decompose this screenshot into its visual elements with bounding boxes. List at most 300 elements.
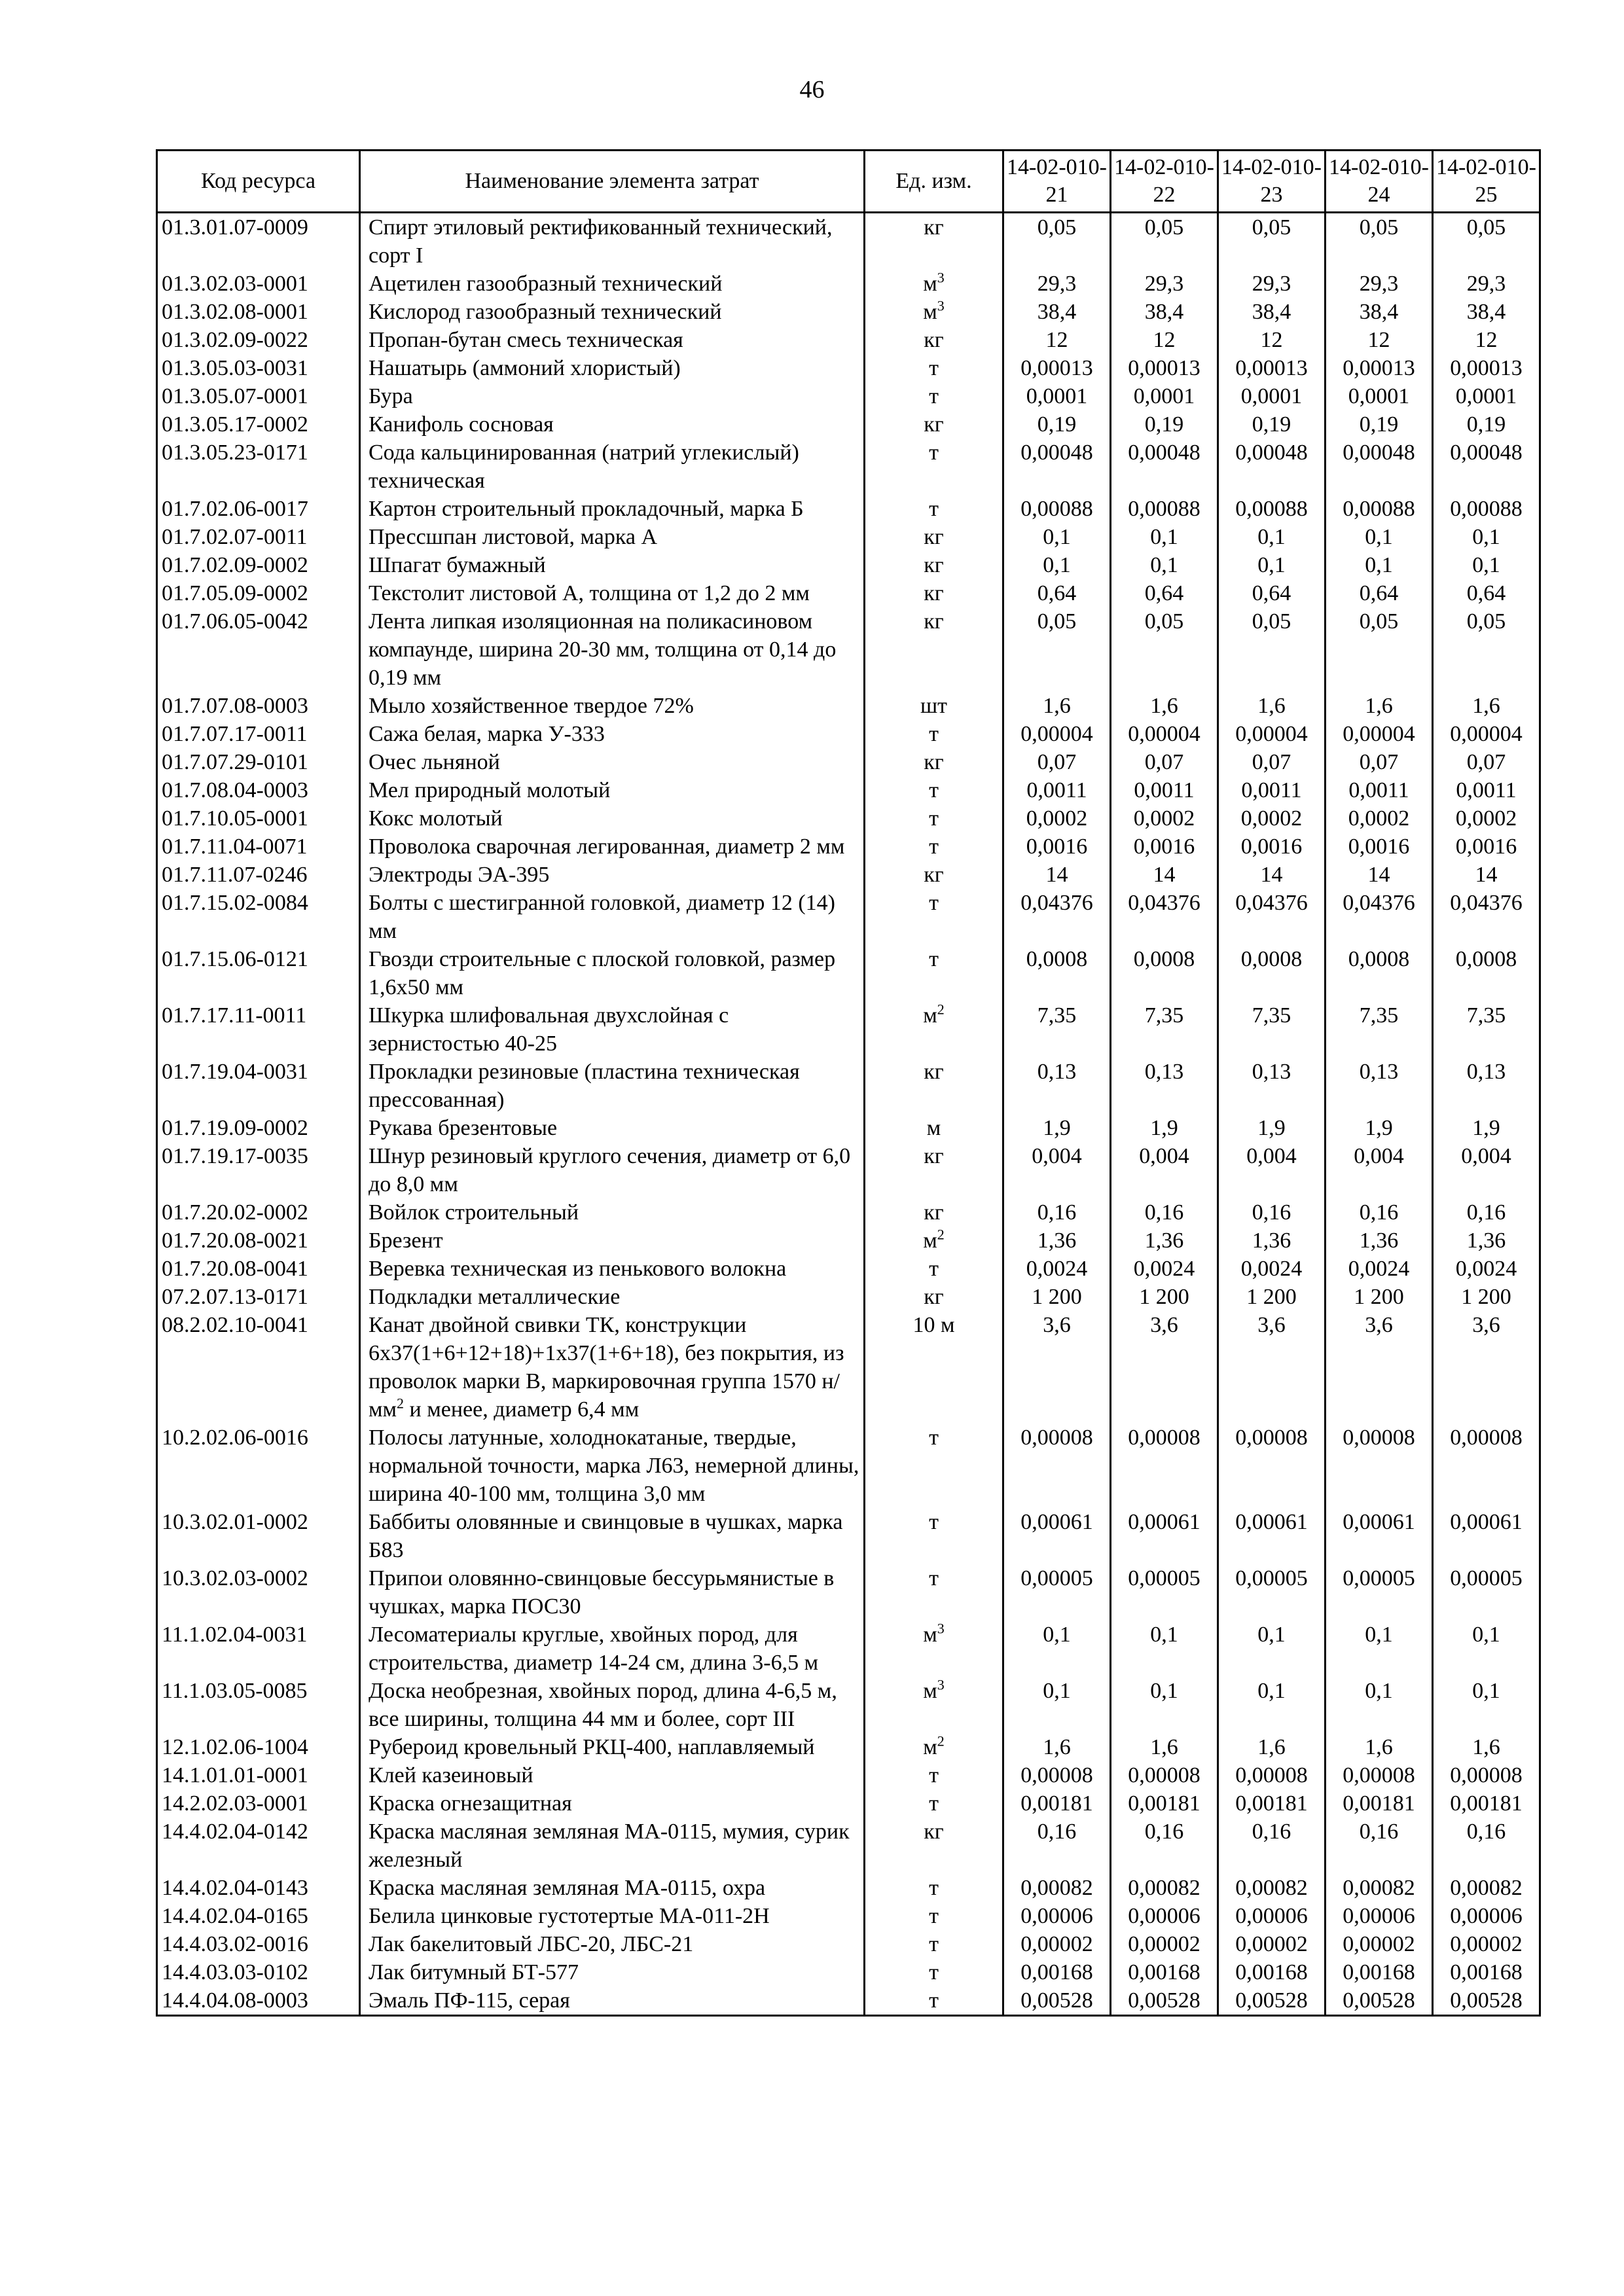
header-col-23: 14-02-010-23 [1218, 151, 1326, 213]
unit-cell: т [865, 354, 1003, 382]
resource-name-cell: Ацетилен газообразный технический [360, 270, 865, 298]
value-cell: 12 [1433, 326, 1540, 354]
unit-cell: кг [865, 861, 1003, 889]
value-cell: 0,0001 [1218, 382, 1326, 410]
unit-cell: т [865, 945, 1003, 1001]
value-cell: 0,16 [1326, 1198, 1433, 1227]
value-cell: 0,00528 [1326, 1986, 1433, 2016]
resource-code-cell: 01.7.19.04-0031 [157, 1058, 360, 1114]
value-cell: 0,1 [1003, 1621, 1111, 1677]
value-cell: 0,1 [1111, 1621, 1218, 1677]
value-cell: 0,0002 [1218, 804, 1326, 833]
value-cell: 0,1 [1326, 1677, 1433, 1733]
value-cell: 0,00181 [1003, 1789, 1111, 1818]
value-cell: 0,0008 [1326, 945, 1433, 1001]
value-cell: 0,16 [1003, 1818, 1111, 1874]
value-cell: 0,00002 [1111, 1930, 1218, 1958]
unit-cell: т [865, 382, 1003, 410]
value-cell: 0,00528 [1433, 1986, 1540, 2016]
value-cell: 0,00008 [1003, 1761, 1111, 1789]
value-cell: 0,0002 [1433, 804, 1540, 833]
value-cell: 0,00013 [1111, 354, 1218, 382]
resource-code-cell: 01.7.17.11-0011 [157, 1001, 360, 1058]
resource-name-cell: Спирт этиловый ректификованный технический, сорт I [360, 213, 865, 270]
resource-code-cell: 01.3.05.23-0171 [157, 439, 360, 495]
value-cell: 0,0002 [1326, 804, 1433, 833]
value-cell: 1,36 [1003, 1227, 1111, 1255]
table-row [157, 1424, 1540, 1508]
header-col-21: 14-02-010-21 [1003, 151, 1111, 213]
resource-code-cell: 14.4.02.04-0165 [157, 1902, 360, 1930]
value-cell: 3,6 [1003, 1311, 1111, 1424]
value-cell: 0,00181 [1111, 1789, 1218, 1818]
value-cell: 0,0008 [1218, 945, 1326, 1001]
table-row [157, 1255, 1540, 1283]
table-row [157, 579, 1540, 607]
value-cell: 0,0011 [1218, 776, 1326, 804]
resource-code-cell: 01.7.20.08-0041 [157, 1255, 360, 1283]
value-cell: 0,00528 [1218, 1986, 1326, 2016]
value-cell: 0,00008 [1218, 1761, 1326, 1789]
table-row [157, 776, 1540, 804]
table-row [157, 523, 1540, 551]
value-cell: 0,00168 [1433, 1958, 1540, 1986]
resource-code-cell: 01.3.02.09-0022 [157, 326, 360, 354]
table-row [157, 270, 1540, 298]
unit-cell: шт [865, 692, 1003, 720]
unit-cell: т [865, 1564, 1003, 1621]
value-cell: 29,3 [1111, 270, 1218, 298]
value-cell: 38,4 [1003, 298, 1111, 326]
resource-name-cell: Лак бакелитовый ЛБС-20, ЛБС-21 [360, 1930, 865, 1958]
value-cell: 0,05 [1433, 607, 1540, 692]
table-row [157, 1227, 1540, 1255]
value-cell: 0,00168 [1003, 1958, 1111, 1986]
value-cell: 1,9 [1218, 1114, 1326, 1142]
resource-code-cell: 01.7.15.06-0121 [157, 945, 360, 1001]
value-cell: 1,36 [1111, 1227, 1218, 1255]
value-cell: 0,13 [1326, 1058, 1433, 1114]
value-cell: 0,0008 [1433, 945, 1540, 1001]
value-cell: 0,0024 [1326, 1255, 1433, 1283]
value-cell: 0,00168 [1111, 1958, 1218, 1986]
unit-cell: 10 м [865, 1311, 1003, 1424]
value-cell: 0,1 [1111, 523, 1218, 551]
unit-cell: $м^3$ [865, 270, 1003, 298]
resource-name-cell: Рукава брезентовые [360, 1114, 865, 1142]
unit-cell: т [865, 495, 1003, 523]
value-cell: 0,05 [1326, 213, 1433, 270]
resource-code-cell: 01.7.07.17-0011 [157, 720, 360, 748]
table-row [157, 1058, 1540, 1114]
resource-code-cell: 07.2.07.13-0171 [157, 1283, 360, 1311]
value-cell: 1 200 [1326, 1283, 1433, 1311]
value-cell: 0,00048 [1111, 439, 1218, 495]
value-cell: 38,4 [1433, 298, 1540, 326]
value-cell: 0,0001 [1003, 382, 1111, 410]
value-cell: 0,1 [1326, 523, 1433, 551]
resource-name-cell: Краска огнезащитная [360, 1789, 865, 1818]
value-cell: 0,19 [1003, 410, 1111, 439]
value-cell: 0,0001 [1111, 382, 1218, 410]
value-cell: 0,64 [1218, 579, 1326, 607]
unit-cell: $м^3$ [865, 1677, 1003, 1733]
resource-name-cell: Сажа белая, марка У-333 [360, 720, 865, 748]
value-cell: 0,00181 [1326, 1789, 1433, 1818]
value-cell: 1,36 [1433, 1227, 1540, 1255]
table-row [157, 1198, 1540, 1227]
value-cell: 0,07 [1218, 748, 1326, 776]
resource-code-cell: 11.1.02.04-0031 [157, 1621, 360, 1677]
resource-code-cell: 10.3.02.01-0002 [157, 1508, 360, 1564]
value-cell: 1,36 [1326, 1227, 1433, 1255]
table-row [157, 439, 1540, 495]
resource-code-cell: 14.4.03.02-0016 [157, 1930, 360, 1958]
value-cell: 0,00013 [1326, 354, 1433, 382]
value-cell: 0,00168 [1218, 1958, 1326, 1986]
unit-cell: кг [865, 1058, 1003, 1114]
value-cell: 0,00088 [1111, 495, 1218, 523]
value-cell: 0,0002 [1111, 804, 1218, 833]
resource-code-cell: 01.7.20.02-0002 [157, 1198, 360, 1227]
header-code: Код ресурса [157, 151, 360, 213]
value-cell: 1,6 [1433, 1733, 1540, 1761]
value-cell: 0,0008 [1003, 945, 1111, 1001]
unit-cell: т [865, 1902, 1003, 1930]
value-cell: 1 200 [1433, 1283, 1540, 1311]
value-cell: 0,07 [1433, 748, 1540, 776]
resource-code-cell: 01.7.02.09-0002 [157, 551, 360, 579]
value-cell: 0,00168 [1326, 1958, 1433, 1986]
resource-name-cell: Шпагат бумажный [360, 551, 865, 579]
value-cell: 0,00004 [1218, 720, 1326, 748]
unit-cell: кг [865, 1198, 1003, 1227]
value-cell: 0,13 [1218, 1058, 1326, 1114]
value-cell: 0,19 [1433, 410, 1540, 439]
header-name: Наименование элемента затрат [360, 151, 865, 213]
unit-cell: кг [865, 410, 1003, 439]
value-cell: 1,6 [1326, 692, 1433, 720]
value-cell: 0,16 [1326, 1818, 1433, 1874]
value-cell: 0,04376 [1326, 889, 1433, 945]
resource-name-cell: Баббиты оловянные и свинцовые в чушках, марка Б83 [360, 1508, 865, 1564]
value-cell: 0,0011 [1111, 776, 1218, 804]
value-cell: 0,16 [1433, 1198, 1540, 1227]
value-cell: 7,35 [1326, 1001, 1433, 1058]
unit-cell: м [865, 1114, 1003, 1142]
value-cell: 0,00002 [1326, 1930, 1433, 1958]
value-cell: 0,0011 [1003, 776, 1111, 804]
resource-code-cell: 14.2.02.03-0001 [157, 1789, 360, 1818]
table-row [157, 1789, 1540, 1818]
resource-name-cell: Шкурка шлифовальная двухслойная с зернистостью 40-25 [360, 1001, 865, 1058]
value-cell: 0,00005 [1003, 1564, 1111, 1621]
value-cell: 0,00013 [1218, 354, 1326, 382]
unit-cell: кг [865, 326, 1003, 354]
value-cell: 1 200 [1218, 1283, 1326, 1311]
value-cell: 0,05 [1326, 607, 1433, 692]
value-cell: 0,004 [1218, 1142, 1326, 1198]
table-row [157, 833, 1540, 861]
value-cell: 0,16 [1111, 1818, 1218, 1874]
resource-name-cell: Припои оловянно-свинцовые бессурьмянистые в чушках, марка ПОС30 [360, 1564, 865, 1621]
value-cell: 0,004 [1003, 1142, 1111, 1198]
resource-name-cell: Войлок строительный [360, 1198, 865, 1227]
value-cell: 0,1 [1218, 1621, 1326, 1677]
table-row [157, 1818, 1540, 1874]
value-cell: 0,00088 [1326, 495, 1433, 523]
resource-name-cell: Краска масляная земляная МА-0115, охра [360, 1874, 865, 1902]
value-cell: 0,1 [1433, 1621, 1540, 1677]
value-cell: 0,004 [1326, 1142, 1433, 1198]
value-cell: 0,0008 [1111, 945, 1218, 1001]
value-cell: 0,0011 [1326, 776, 1433, 804]
resource-code-cell: 01.7.07.08-0003 [157, 692, 360, 720]
resource-code-cell: 08.2.02.10-0041 [157, 1311, 360, 1424]
table-row [157, 213, 1540, 270]
table-row [157, 1621, 1540, 1677]
value-cell: 0,05 [1433, 213, 1540, 270]
value-cell: 0,0016 [1326, 833, 1433, 861]
resource-table [156, 149, 1541, 2017]
value-cell: 0,1 [1218, 1677, 1326, 1733]
value-cell: 3,6 [1433, 1311, 1540, 1424]
table-row [157, 1874, 1540, 1902]
resource-code-cell: 01.3.02.08-0001 [157, 298, 360, 326]
value-cell: 1 200 [1003, 1283, 1111, 1311]
table-row [157, 1001, 1540, 1058]
resource-code-cell: 01.3.01.07-0009 [157, 213, 360, 270]
value-cell: 1,6 [1003, 1733, 1111, 1761]
value-cell: 0,64 [1326, 579, 1433, 607]
value-cell: 38,4 [1218, 298, 1326, 326]
value-cell: 0,19 [1326, 410, 1433, 439]
resource-name-cell: Пропан-бутан смесь техническая [360, 326, 865, 354]
value-cell: 0,00061 [1111, 1508, 1218, 1564]
value-cell: 0,004 [1111, 1142, 1218, 1198]
table-row [157, 804, 1540, 833]
table-row [157, 1311, 1540, 1424]
value-cell: 0,00005 [1326, 1564, 1433, 1621]
unit-cell: $м^3$ [865, 298, 1003, 326]
value-cell: 0,64 [1111, 579, 1218, 607]
value-cell: 7,35 [1003, 1001, 1111, 1058]
value-cell: 0,00002 [1218, 1930, 1326, 1958]
value-cell: 0,19 [1218, 410, 1326, 439]
value-cell: 0,00181 [1433, 1789, 1540, 1818]
value-cell: 0,00088 [1433, 495, 1540, 523]
value-cell: 1,9 [1433, 1114, 1540, 1142]
resource-name-cell: Проволока сварочная легированная, диаметр 2 мм [360, 833, 865, 861]
unit-cell: $м^2$ [865, 1001, 1003, 1058]
unit-cell: т [865, 1508, 1003, 1564]
value-cell: 0,13 [1111, 1058, 1218, 1114]
value-cell: 0,00008 [1218, 1424, 1326, 1508]
value-cell: 0,07 [1111, 748, 1218, 776]
value-cell: 0,0016 [1111, 833, 1218, 861]
resource-code-cell: 01.7.11.07-0246 [157, 861, 360, 889]
resource-code-cell: 01.7.11.04-0071 [157, 833, 360, 861]
value-cell: 0,04376 [1111, 889, 1218, 945]
value-cell: 0,64 [1003, 579, 1111, 607]
value-cell: 0,0016 [1003, 833, 1111, 861]
resource-code-cell: 14.4.04.08-0003 [157, 1986, 360, 2016]
value-cell: 29,3 [1326, 270, 1433, 298]
value-cell: 0,00005 [1433, 1564, 1540, 1621]
resource-code-cell: 12.1.02.06-1004 [157, 1733, 360, 1761]
value-cell: 0,05 [1003, 213, 1111, 270]
resource-name-cell: Электроды ЭА-395 [360, 861, 865, 889]
resource-name-cell: Рубероид кровельный РКЦ-400, наплавляемый [360, 1733, 865, 1761]
value-cell: 7,35 [1433, 1001, 1540, 1058]
resource-code-cell: 01.7.10.05-0001 [157, 804, 360, 833]
table-row [157, 748, 1540, 776]
unit-cell: т [865, 439, 1003, 495]
unit-cell: $м^3$ [865, 1621, 1003, 1677]
table-row [157, 551, 1540, 579]
value-cell: 12 [1003, 326, 1111, 354]
value-cell: 0,1 [1326, 551, 1433, 579]
value-cell: 0,00006 [1326, 1902, 1433, 1930]
resource-name-cell: Прокладки резиновые (пластина техническая прессованная) [360, 1058, 865, 1114]
header-col-22: 14-02-010-22 [1111, 151, 1218, 213]
table-row [157, 1958, 1540, 1986]
value-cell: 0,00005 [1218, 1564, 1326, 1621]
unit-cell: т [865, 1424, 1003, 1508]
table-header-row [157, 151, 1540, 213]
value-cell: 0,0024 [1218, 1255, 1326, 1283]
value-cell: 0,004 [1433, 1142, 1540, 1198]
unit-cell: т [865, 776, 1003, 804]
resource-name-cell: Подкладки металлические [360, 1283, 865, 1311]
value-cell: 1,6 [1433, 692, 1540, 720]
resource-name-cell: Краска масляная земляная МА-0115, мумия, сурик железный [360, 1818, 865, 1874]
value-cell: 1,6 [1326, 1733, 1433, 1761]
unit-cell: кг [865, 523, 1003, 551]
value-cell: 0,0016 [1218, 833, 1326, 861]
resource-name-cell: Лента липкая изоляционная на поликасиновом компаунде, ширина 20-30 мм, толщина от 0,14 до 0,19 мм [360, 607, 865, 692]
value-cell: 0,19 [1111, 410, 1218, 439]
value-cell: 0,00008 [1326, 1761, 1433, 1789]
value-cell: 0,1 [1003, 523, 1111, 551]
value-cell: 12 [1111, 326, 1218, 354]
table-row [157, 1283, 1540, 1311]
value-cell: 0,00006 [1111, 1902, 1218, 1930]
table-row [157, 692, 1540, 720]
resource-name-cell: Текстолит листовой А, толщина от 1,2 до 2 мм [360, 579, 865, 607]
value-cell: 1,9 [1111, 1114, 1218, 1142]
value-cell: 0,00082 [1003, 1874, 1111, 1902]
unit-cell: кг [865, 213, 1003, 270]
resource-name-cell: Болты с шестигранной головкой, диаметр 12 (14) мм [360, 889, 865, 945]
value-cell: 0,00528 [1111, 1986, 1218, 2016]
value-cell: 0,00006 [1218, 1902, 1326, 1930]
resource-name-cell: Шнур резиновый круглого сечения, диаметр от 6,0 до 8,0 мм [360, 1142, 865, 1198]
resource-code-cell: 01.7.08.04-0003 [157, 776, 360, 804]
resource-code-cell: 01.7.19.09-0002 [157, 1114, 360, 1142]
value-cell: 14 [1326, 861, 1433, 889]
value-cell: 0,0024 [1111, 1255, 1218, 1283]
value-cell: 0,00008 [1433, 1424, 1540, 1508]
value-cell: 0,16 [1003, 1198, 1111, 1227]
value-cell: 0,00008 [1111, 1424, 1218, 1508]
resource-code-cell: 14.4.03.03-0102 [157, 1958, 360, 1986]
value-cell: 3,6 [1111, 1311, 1218, 1424]
value-cell: 0,00008 [1003, 1424, 1111, 1508]
page-number: 46 [799, 76, 825, 103]
value-cell: 0,00006 [1433, 1902, 1540, 1930]
value-cell: 14 [1003, 861, 1111, 889]
value-cell: 0,00004 [1326, 720, 1433, 748]
resource-name-cell: Полосы латунные, холоднокатаные, твердые, нормальной точности, марка Л63, немерной длины, ширина 40-100 мм, толщина 3,0 мм [360, 1424, 865, 1508]
value-cell: 29,3 [1433, 270, 1540, 298]
value-cell: 0,0011 [1433, 776, 1540, 804]
resource-code-cell: 01.7.02.07-0011 [157, 523, 360, 551]
value-cell: 0,0016 [1433, 833, 1540, 861]
value-cell: 0,0002 [1003, 804, 1111, 833]
unit-cell: кг [865, 551, 1003, 579]
value-cell: 0,16 [1111, 1198, 1218, 1227]
value-cell: 0,00048 [1433, 439, 1540, 495]
resource-code-cell: 01.3.05.03-0031 [157, 354, 360, 382]
value-cell: 1,6 [1218, 692, 1326, 720]
value-cell: 0,00082 [1218, 1874, 1326, 1902]
table-row [157, 945, 1540, 1001]
value-cell: 0,05 [1111, 213, 1218, 270]
value-cell: 0,16 [1218, 1198, 1326, 1227]
resource-name-cell: Нашатырь (аммоний хлористый) [360, 354, 865, 382]
unit-cell: кг [865, 1142, 1003, 1198]
resource-code-cell: 01.7.19.17-0035 [157, 1142, 360, 1198]
value-cell: 0,00088 [1218, 495, 1326, 523]
value-cell: 38,4 [1111, 298, 1218, 326]
unit-cell: $м^2$ [865, 1733, 1003, 1761]
table-row [157, 1733, 1540, 1761]
table-row [157, 720, 1540, 748]
resource-name-cell: Эмаль ПФ-115, серая [360, 1986, 865, 2016]
header-col-25: 14-02-010-25 [1433, 151, 1540, 213]
value-cell: 1,6 [1111, 692, 1218, 720]
value-cell: 14 [1111, 861, 1218, 889]
table-row [157, 1142, 1540, 1198]
unit-cell: кг [865, 748, 1003, 776]
value-cell: 0,05 [1218, 607, 1326, 692]
value-cell: 0,16 [1218, 1818, 1326, 1874]
value-cell: 0,00048 [1326, 439, 1433, 495]
value-cell: 0,00008 [1111, 1761, 1218, 1789]
value-cell: 1,6 [1003, 692, 1111, 720]
value-cell: 29,3 [1218, 270, 1326, 298]
table-row [157, 1564, 1540, 1621]
resource-code-cell: 01.3.05.07-0001 [157, 382, 360, 410]
value-cell: 0,05 [1218, 213, 1326, 270]
unit-cell: т [865, 889, 1003, 945]
value-cell: 0,05 [1003, 607, 1111, 692]
value-cell: 0,0024 [1003, 1255, 1111, 1283]
value-cell: 0,04376 [1433, 889, 1540, 945]
value-cell: 0,1 [1326, 1621, 1433, 1677]
resource-code-cell: 01.7.07.29-0101 [157, 748, 360, 776]
resource-name-cell: Бура [360, 382, 865, 410]
value-cell: 0,00013 [1003, 354, 1111, 382]
resource-name-cell: Кокс молотый [360, 804, 865, 833]
value-cell: 0,00013 [1433, 354, 1540, 382]
value-cell: 1,6 [1218, 1733, 1326, 1761]
unit-cell: т [865, 804, 1003, 833]
table-row [157, 1761, 1540, 1789]
table-row [157, 1930, 1540, 1958]
resource-name-cell: Кислород газообразный технический [360, 298, 865, 326]
